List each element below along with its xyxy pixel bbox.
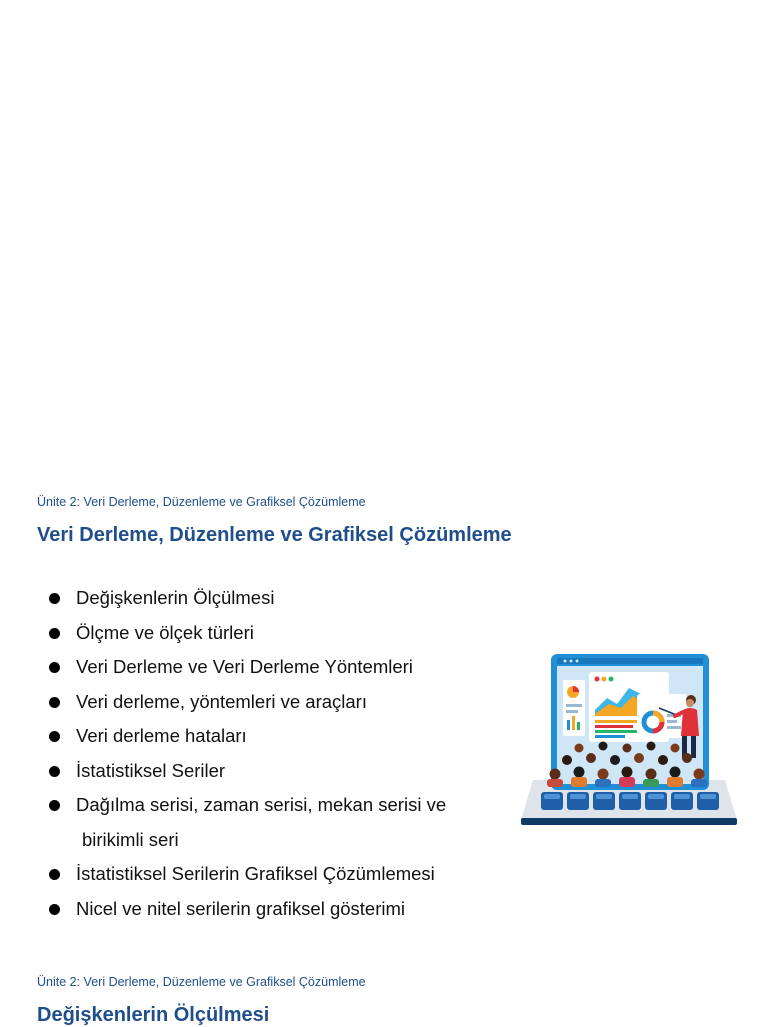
list-item: Veri derleme, yöntemleri ve araçları (48, 685, 488, 720)
unit-label: Ünite 2: Veri Derleme, Düzenleme ve Grafiksel Çözümleme (37, 495, 366, 509)
unit-label: Ünite 2: Veri Derleme, Düzenleme ve Grafiksel Çözümleme (37, 975, 366, 989)
topic-list (48, 581, 488, 926)
list-item: Veri Derleme ve Veri Derleme Yöntemleri (48, 650, 488, 685)
list-item: İstatistiksel Seriler (48, 754, 488, 789)
section-title: Veri Derleme, Düzenleme ve Grafiksel Çözümleme (37, 524, 512, 546)
section-title: Değişkenlerin Ölçülmesi (37, 1004, 270, 1026)
list-item: Dağılma serisi, zaman serisi, mekan serisi ve birikimli seri (48, 788, 488, 857)
list-item: Ölçme ve ölçek türleri (48, 616, 488, 651)
presentation-laptop-icon (519, 652, 739, 828)
list-item: Nicel ve nitel serilerin grafiksel gösterimi (48, 892, 488, 927)
list-item-continuation: birikimli seri (82, 828, 179, 850)
list-item: Veri derleme hataları (48, 719, 488, 754)
list-item: İstatistiksel Serilerin Grafiksel Çözümlemesi (48, 857, 488, 892)
list-item: Değişkenlerin Ölçülmesi (48, 581, 488, 616)
